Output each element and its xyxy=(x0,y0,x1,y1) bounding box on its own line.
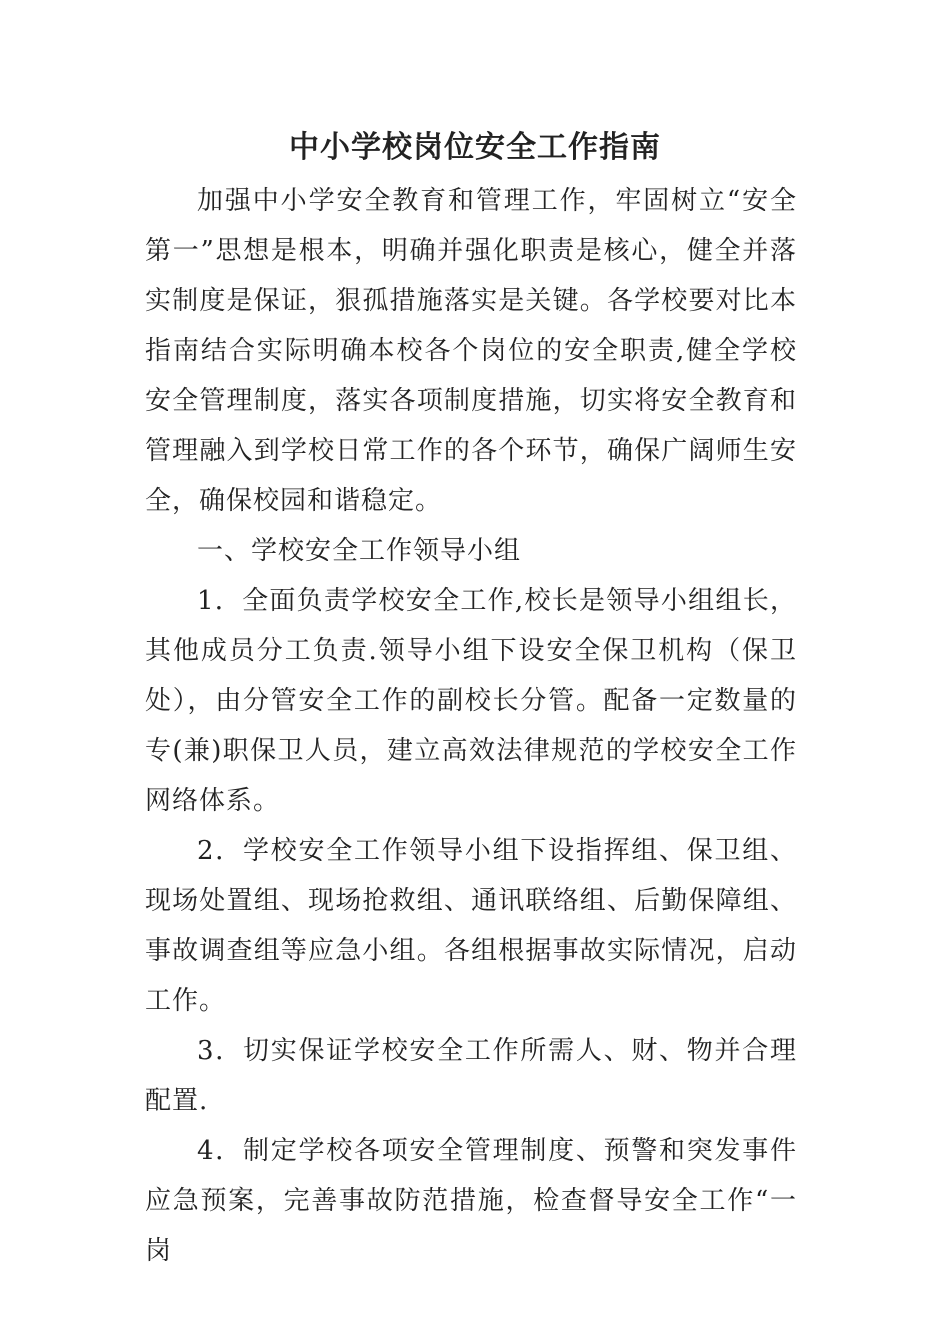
section-heading: 一、学校安全工作领导小组 xyxy=(197,536,522,566)
item-paragraph-1: 1．全面负责学校安全工作,校长是领导小组组长，其他成员分工负责.领导小组下设安全保卫机构（保卫处），由分管安全工作的副校长分管。配备一定数量的专(兼)职保卫人员，建立高效法律规范的学校安全工作网络体系。 xyxy=(145,586,797,816)
item-paragraph-3: 3．切实保证学校安全工作所需人、财、物并合理配置. xyxy=(145,1036,797,1116)
document-title: 中小学校岗位安全工作指南 xyxy=(289,130,661,165)
document-body xyxy=(145,176,797,1276)
item-paragraph-4: 4．制定学校各项安全管理制度、预警和突发事件应急预案，完善事故防范措施，检查督导安全工作“一岗 xyxy=(145,1136,797,1266)
intro-paragraph: 加强中小学安全教育和管理工作，牢固树立“安全第一”思想是根本，明确并强化职责是核心，健全并落实制度是保证，狠孤措施落实是关键。各学校要对比本指南结合实际明确本校各个岗位的安全职责,健全学校安全管理制度，落实各项制度措施，切实将安全教育和管理融入到学校日常工作的各个环节，确保广阔师生安全，确保校园和谐稳定。 xyxy=(145,186,797,516)
item-paragraph-2: 2．学校安全工作领导小组下设指挥组、保卫组、现场处置组、现场抢救组、通讯联络组、后勤保障组、事故调查组等应急小组。各组根据事故实际情况，启动工作。 xyxy=(145,836,797,1016)
